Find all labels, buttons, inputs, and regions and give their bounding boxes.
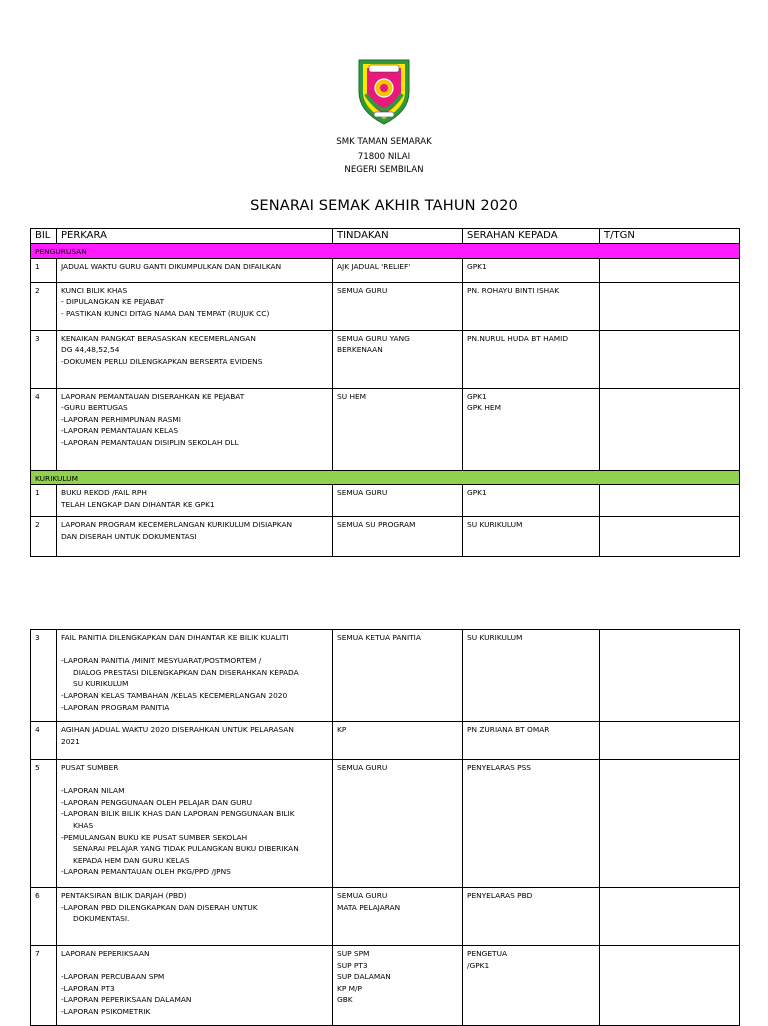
tindakan-line: AJK JADUAL 'RELIEF' [337, 261, 411, 271]
perkara-line: KHAS [73, 820, 94, 830]
table-row [31, 485, 740, 517]
perkara-line: DIALOG PRESTASI DILENGKAPKAN DAN DISERAHKAN KEPADA [73, 667, 299, 677]
tindakan-line: SEMUA GURU YANG [337, 333, 410, 343]
tindakan-line: SEMUA GURU [337, 891, 388, 900]
tgn-cell [600, 946, 740, 1026]
bil-cell: 1 [31, 485, 57, 517]
serahan-line: /GPK1 [467, 960, 490, 970]
tindakan-line: SEMUA GURU [337, 285, 388, 295]
section-pengurusan [31, 244, 740, 259]
school-name: SMK TAMAN SEMARAK [336, 137, 432, 147]
bil-cell: 2 [31, 282, 57, 330]
perkara-cell [57, 722, 333, 760]
perkara-line: DAN DISERAH UNTUK DOKUMENTASI [61, 531, 197, 541]
tindakan-cell [333, 485, 463, 517]
serahan-line: GPK1 [467, 391, 487, 401]
tgn-cell [600, 282, 740, 330]
perkara-line [61, 774, 328, 786]
bil-cell: 4 [31, 722, 57, 760]
tindakan-line: BERKENAAN [337, 345, 383, 355]
tindakan-line: SU HEM [337, 391, 367, 401]
serahan-cell [463, 722, 600, 760]
school-state: NEGERI SEMBILAN [344, 165, 424, 175]
header-tindakan: TINDAKAN [333, 229, 463, 244]
perkara-line: SENARAI PELAJAR YANG TIDAK PULANGKAN BUKU DIBERIKAN [73, 844, 299, 854]
perkara-line: -LAPORAN PBD DILENGKAPKAN DAN DISERAH UNTUK [61, 902, 258, 912]
table-row [31, 330, 740, 388]
tgn-cell [600, 888, 740, 946]
bil-cell: 3 [31, 330, 57, 388]
serahan-line: PENYELARAS PSS [467, 763, 531, 772]
section-kurikulum [31, 470, 740, 485]
perkara-line: FAIL PANITIA DILENGKAPKAN DAN DIHANTAR KE BILIK KUALITI [61, 633, 289, 642]
serahan-line: PENGETUA [467, 949, 508, 958]
document-title: SENARAI SEMAK AKHIR TAHUN 2020 [250, 197, 518, 214]
perkara-line: TELAH LENGKAP DAN DIHANTAR KE GPK1 [61, 499, 215, 509]
perkara-cell [57, 888, 333, 946]
perkara-line: -LAPORAN PEMANTAUAN KELAS [61, 426, 179, 436]
perkara-cell [57, 517, 333, 557]
serahan-line: SU KURIKULUM [467, 520, 523, 530]
serahan-cell [463, 760, 600, 888]
perkara-cell [57, 485, 333, 517]
tindakan-cell [333, 330, 463, 388]
serahan-line: PENYELARAS PBD [467, 891, 533, 900]
tindakan-cell [333, 722, 463, 760]
serahan-cell [463, 946, 600, 1026]
school-crest-logo [356, 56, 412, 126]
tindakan-cell [333, 946, 463, 1026]
tindakan-line: KP [337, 725, 347, 734]
perkara-line: -LAPORAN PSIKOMETRIK [61, 1006, 151, 1016]
perkara-line: JADUAL WAKTU GURU GANTI DIKUMPULKAN DAN DIFAILKAN [61, 261, 282, 271]
perkara-line: DG 44,48,52,54 [61, 345, 120, 355]
serahan-line: GPK1 [467, 261, 487, 271]
tindakan-line: SEMUA SU PROGRAM [337, 520, 416, 530]
tindakan-line: SEMUA KETUA PANITIA [337, 633, 421, 642]
table-row [31, 888, 740, 946]
tindakan-line: SUP DALAMAN [337, 972, 391, 982]
table-row [31, 258, 740, 282]
serahan-line: PN.NURUL HUDA BT HAMID [467, 333, 569, 343]
perkara-line: - PASTIKAN KUNCI DITAG NAMA DAN TEMPAT (RUJUK CC) [61, 308, 270, 318]
perkara-cell [57, 946, 333, 1026]
perkara-line: BUKU REKOD /FAIL RPH [61, 488, 147, 498]
tindakan-line: SUP SPM [337, 949, 370, 958]
perkara-line: -LAPORAN PEPERIKSAAN DALAMAN [61, 995, 192, 1005]
perkara-line: -LAPORAN PERCUBAAN SPM [61, 972, 165, 982]
perkara-line: -GURU BERTUGAS [61, 403, 128, 413]
table-row [31, 517, 740, 557]
perkara-line: -LAPORAN PANITIA /MINIT MESYUARAT/POSTMORTEM / [61, 656, 262, 666]
serahan-line: SU KURIKULUM [467, 633, 523, 642]
perkara-line: PUSAT SUMBER [61, 763, 119, 772]
perkara-line: -LAPORAN KELAS TAMBAHAN /KELAS KECEMERLANGAN 2020 [61, 690, 288, 700]
serahan-cell [463, 630, 600, 722]
perkara-line: -LAPORAN PEMANTAUAN DISIPLIN SEKOLAH DLL [61, 437, 239, 447]
perkara-cell [57, 330, 333, 388]
school-postcode: 71800 NILAI [357, 152, 411, 162]
header-perkara: PERKARA [57, 229, 333, 244]
perkara-line: KEPADA HEM DAN GURU KELAS [73, 855, 190, 865]
table-row [31, 630, 740, 722]
serahan-cell [463, 282, 600, 330]
perkara-line: -DOKUMEN PERLU DILENGKAPKAN BERSERTA EVIDENS [61, 356, 263, 366]
bil-cell: 1 [31, 258, 57, 282]
bil-cell: 7 [31, 946, 57, 1026]
tindakan-cell [333, 258, 463, 282]
table-row [31, 388, 740, 470]
header-bil: BIL [31, 229, 57, 244]
bil-cell: 2 [31, 517, 57, 557]
serahan-line: GPK HEM [467, 403, 501, 413]
header-serahan: SERAHAN KEPADA [463, 229, 600, 244]
bil-cell: 3 [31, 630, 57, 722]
perkara-line: KUNCI BILIK KHAS [61, 285, 128, 295]
tgn-cell [600, 760, 740, 888]
bil-cell: 6 [31, 888, 57, 946]
tgn-cell [600, 330, 740, 388]
table-row [31, 282, 740, 330]
perkara-line: LAPORAN PEMANTAUAN DISERAHKAN KE PEJABAT [61, 391, 245, 401]
section-pengurusan-label: PENGURUSAN [31, 244, 740, 259]
perkara-cell [57, 630, 333, 722]
perkara-line: - DIPULANGKAN KE PEJABAT [61, 297, 165, 307]
tgn-cell [600, 517, 740, 557]
header-tgn: T/TGN [600, 229, 740, 244]
serahan-cell [463, 888, 600, 946]
serahan-cell [463, 330, 600, 388]
table-row [31, 946, 740, 1026]
perkara-line: -LAPORAN NILAM [61, 786, 125, 796]
serahan-line: PN. ROHAYU BINTI ISHAK [467, 285, 560, 295]
table-row [31, 760, 740, 888]
perkara-line: -PEMULANGAN BUKU KE PUSAT SUMBER SEKOLAH [61, 832, 248, 842]
table-header-row [31, 229, 740, 244]
perkara-line: -LAPORAN PROGRAM PANITIA [61, 702, 170, 712]
tindakan-line: GBK [337, 995, 353, 1005]
perkara-line: -LAPORAN BILIK BILIK KHAS DAN LAPORAN PENGGUNAAN BILIK [61, 809, 295, 819]
perkara-cell [57, 388, 333, 470]
perkara-line: LAPORAN PROGRAM KECEMERLANGAN KURIKULUM DISIAPKAN [61, 520, 293, 530]
serahan-cell [463, 388, 600, 470]
serahan-cell [463, 258, 600, 282]
perkara-line: LAPORAN PEPERIKSAAN [61, 949, 150, 958]
perkara-line [61, 960, 328, 972]
perkara-line: DOKUMENTASI. [73, 914, 130, 924]
serahan-line: PN ZURIANA BT OMAR [467, 725, 550, 734]
perkara-cell [57, 258, 333, 282]
tindakan-cell [333, 888, 463, 946]
perkara-line [61, 644, 328, 656]
perkara-line: KENAIKAN PANGKAT BERASASKAN KECEMERLANGAN [61, 333, 256, 343]
serahan-line: GPK1 [467, 488, 487, 498]
section-kurikulum-label: KURIKULUM [31, 470, 740, 485]
tindakan-line: SEMUA GURU [337, 488, 388, 498]
perkara-line: 2021 [61, 736, 80, 746]
perkara-line: -LAPORAN PEMANTAUAN OLEH PKG/PPD /JPNS [61, 867, 231, 877]
perkara-line: -LAPORAN PT3 [61, 983, 115, 993]
tgn-cell [600, 722, 740, 760]
tgn-cell [600, 485, 740, 517]
tindakan-line: SEMUA GURU [337, 763, 388, 772]
perkara-cell [57, 282, 333, 330]
perkara-line: AGIHAN JADUAL WAKTU 2020 DISERAHKAN UNTUK PELARASAN [61, 725, 294, 734]
tindakan-line: MATA PELAJARAN [337, 902, 401, 912]
tindakan-line: SUP PT3 [337, 960, 368, 970]
serahan-cell [463, 517, 600, 557]
tindakan-cell [333, 388, 463, 470]
perkara-line: -LAPORAN PERHIMPUNAN RASMI [61, 414, 181, 424]
tindakan-cell [333, 760, 463, 888]
perkara-line: SU KURIKULUM [73, 679, 129, 689]
bil-cell: 4 [31, 388, 57, 470]
serahan-cell [463, 485, 600, 517]
tgn-cell [600, 388, 740, 470]
bil-cell: 5 [31, 760, 57, 888]
tindakan-cell [333, 282, 463, 330]
perkara-line: PENTAKSIRAN BILIK DARJAH (PBD) [61, 891, 187, 900]
checklist-table-2 [30, 629, 740, 1026]
table-row [31, 722, 740, 760]
tgn-cell [600, 258, 740, 282]
tindakan-line: KP M/P [337, 983, 362, 993]
checklist-table-1 [30, 228, 740, 557]
tindakan-cell [333, 630, 463, 722]
perkara-cell [57, 760, 333, 888]
perkara-line: -LAPORAN PENGGUNAAN OLEH PELAJAR DAN GURU [61, 797, 253, 807]
tindakan-cell [333, 517, 463, 557]
tgn-cell [600, 630, 740, 722]
